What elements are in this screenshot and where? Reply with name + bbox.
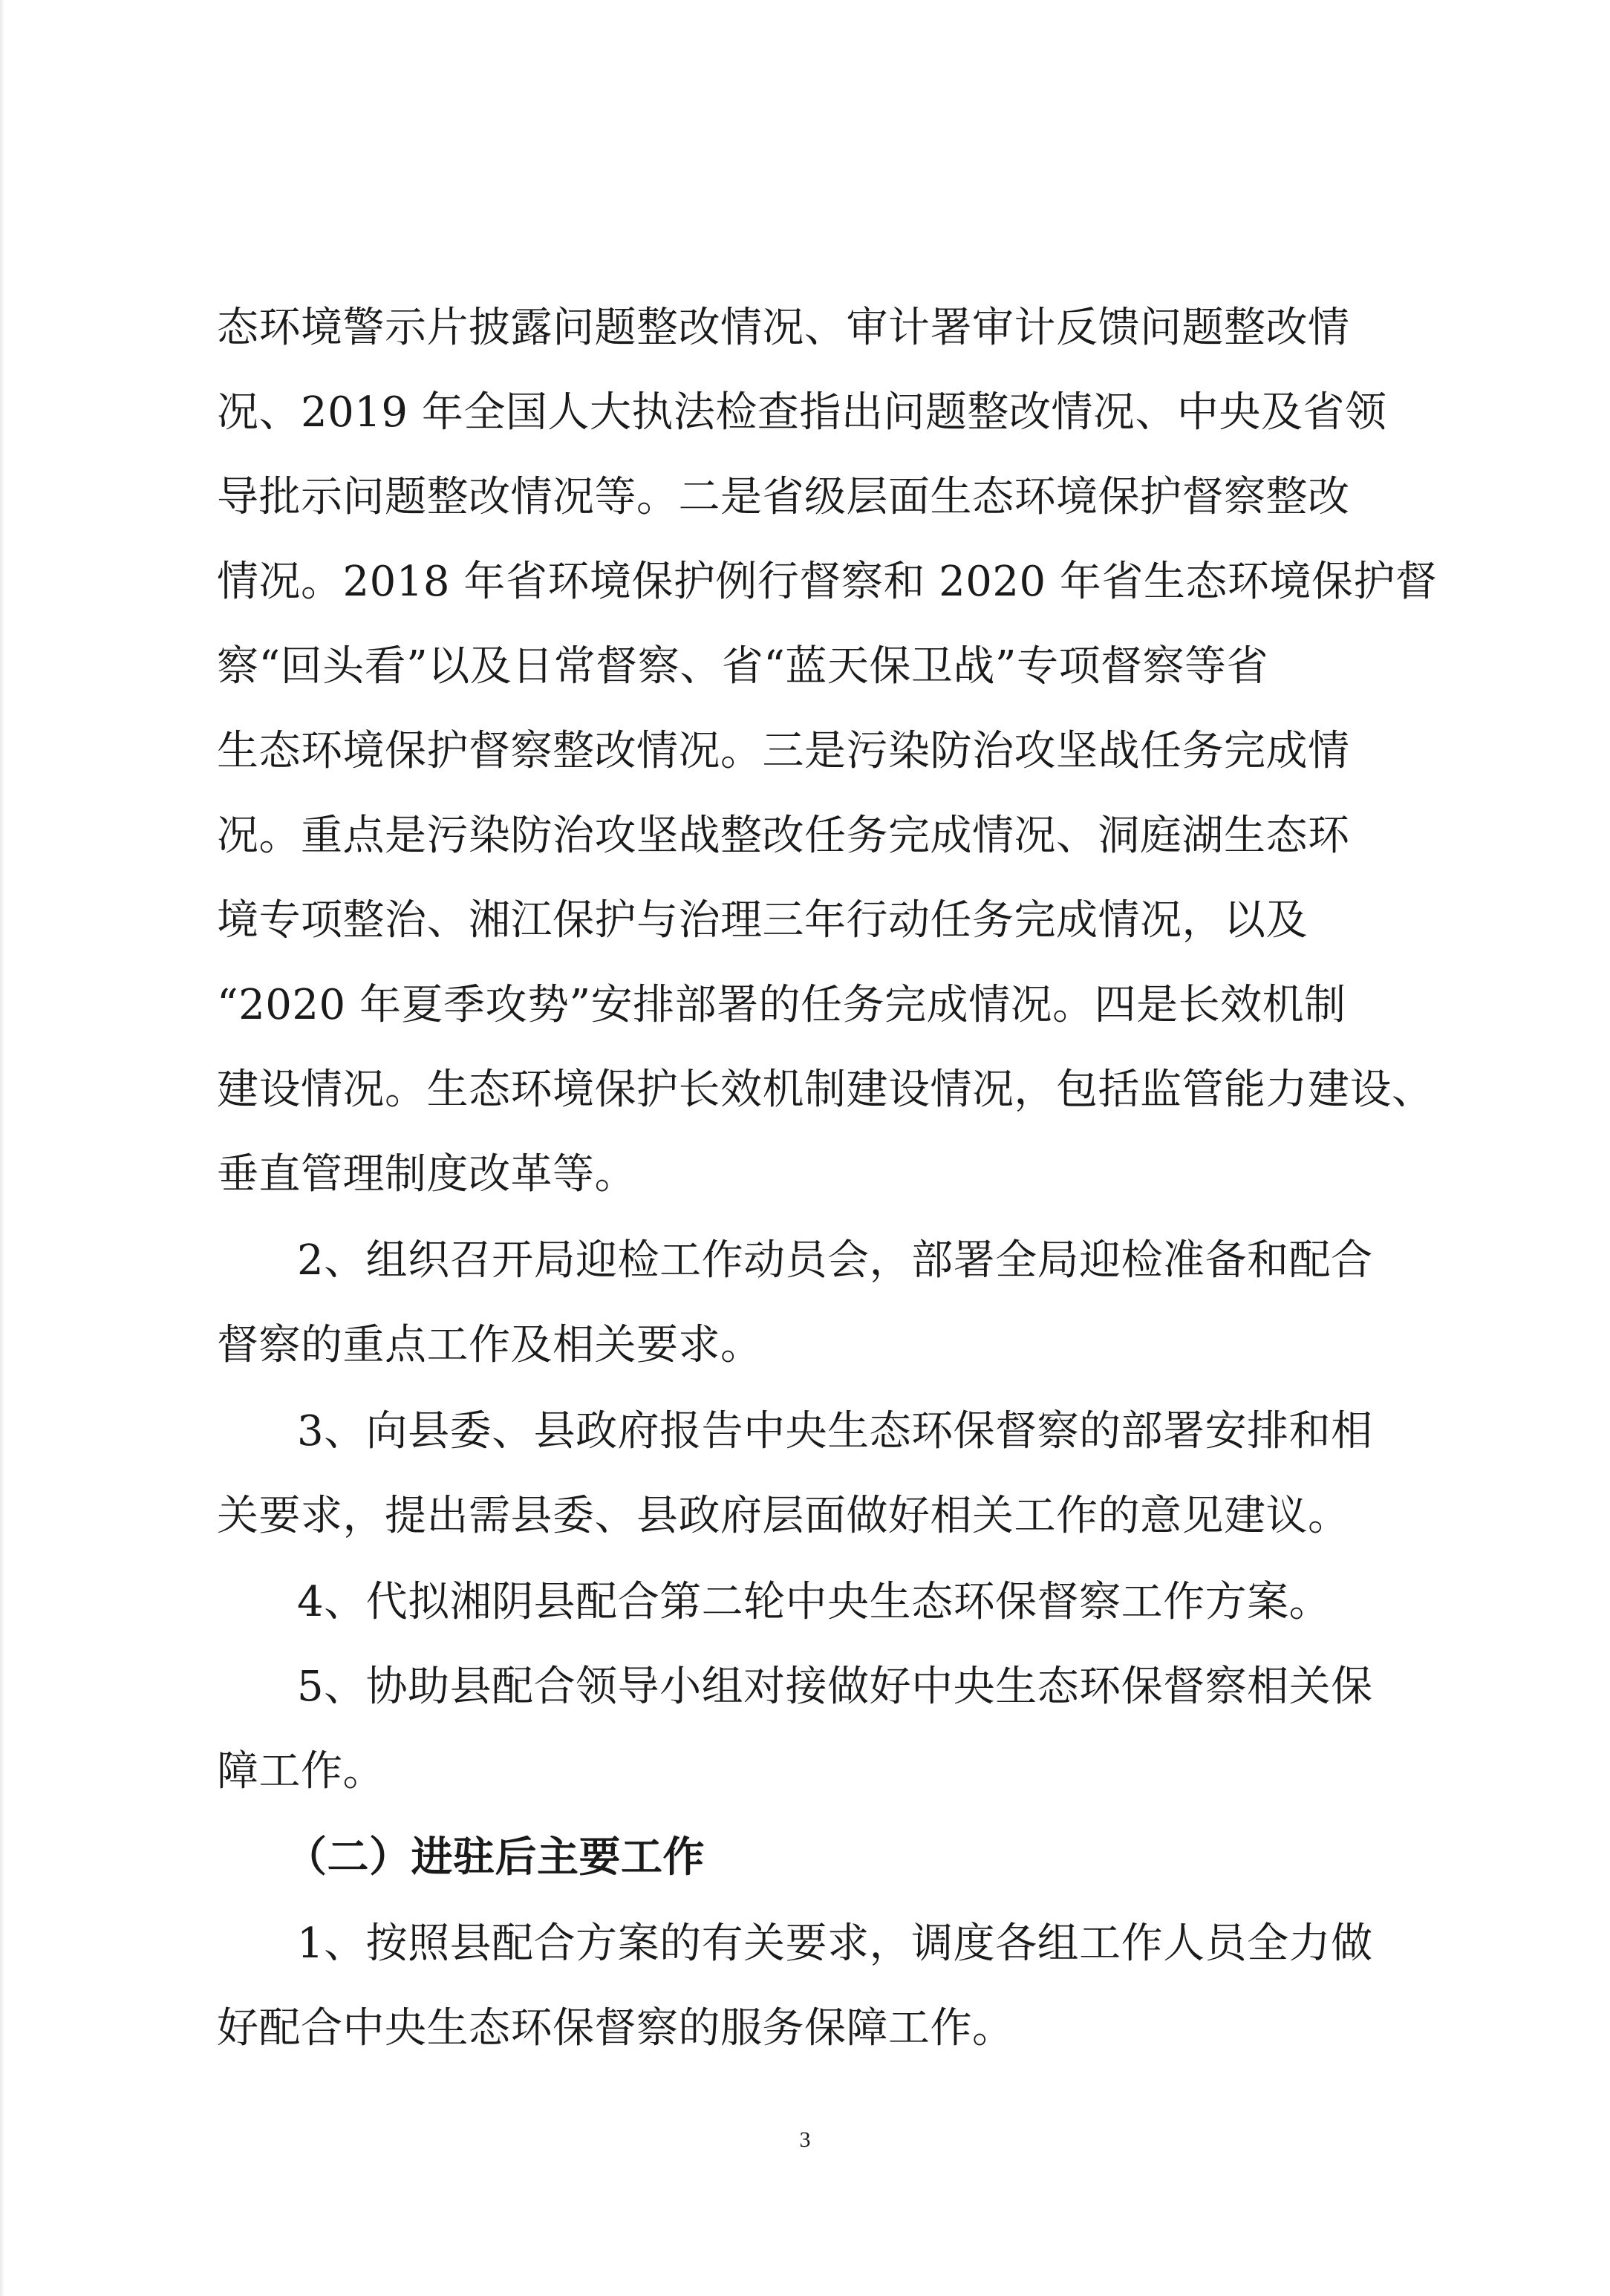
body-line: 建设情况。生态环境保护长效机制建设情况，包括监管能力建设、: [217, 1066, 1434, 1114]
body-line: 障工作。: [217, 1747, 385, 1796]
body-line: 好配合中央生态环保督察的服务保障工作。: [217, 2004, 1014, 2052]
body-line: 垂直管理制度改革等。: [217, 1150, 636, 1198]
page-number: 3: [799, 2127, 811, 2152]
body-line: 导批示问题整改情况等。二是省级层面生态环境保护督察整改: [217, 473, 1350, 521]
body-line: 态环境警示片披露问题整改情况、审计署审计反馈问题整改情: [217, 304, 1350, 352]
body-line: 生态环境保护督察整改情况。三是污染防治攻坚战任务完成情: [217, 727, 1350, 775]
body-line: 关要求，提出需县委、县政府层面做好相关工作的意见建议。: [217, 1492, 1350, 1540]
body-line: 情况。2018 年省环境保护例行督察和 2020 年省生态环境保护督: [217, 558, 1438, 606]
body-line: 境专项整治、湘江保护与治理三年行动任务完成情况，以及: [217, 896, 1308, 945]
section-heading: （二）进驻后主要工作: [285, 1833, 705, 1882]
body-line: 督察的重点工作及相关要求。: [217, 1321, 763, 1369]
scan-edge-shadow: [0, 0, 4, 2296]
body-line: 况。重点是污染防治攻坚战整改任务完成情况、洞庭湖生态环: [217, 812, 1350, 860]
body-line: 察“回头看”以及日常督察、省“蓝天保卫战”专项督察等省: [217, 642, 1269, 691]
list-item-line: 3、向县委、县政府报告中央生态环保督察的部署安排和相: [297, 1407, 1373, 1455]
list-item-line: 1、按照县配合方案的有关要求，调度各组工作人员全力做: [297, 1920, 1373, 1968]
list-item-line: 5、协助县配合领导小组对接做好中央生态环保督察相关保: [297, 1663, 1373, 1711]
list-item-line: 2、组织召开局迎检工作动员会，部署全局迎检准备和配合: [297, 1236, 1373, 1285]
body-line: 况、2019 年全国人大执法检查指出问题整改情况、中央及省领: [217, 388, 1387, 437]
body-line: “2020 年夏季攻势”安排部署的任务完成情况。四是长效机制: [217, 981, 1346, 1029]
list-item-line: 4、代拟湘阴县配合第二轮中央生态环保督察工作方案。: [297, 1578, 1332, 1626]
